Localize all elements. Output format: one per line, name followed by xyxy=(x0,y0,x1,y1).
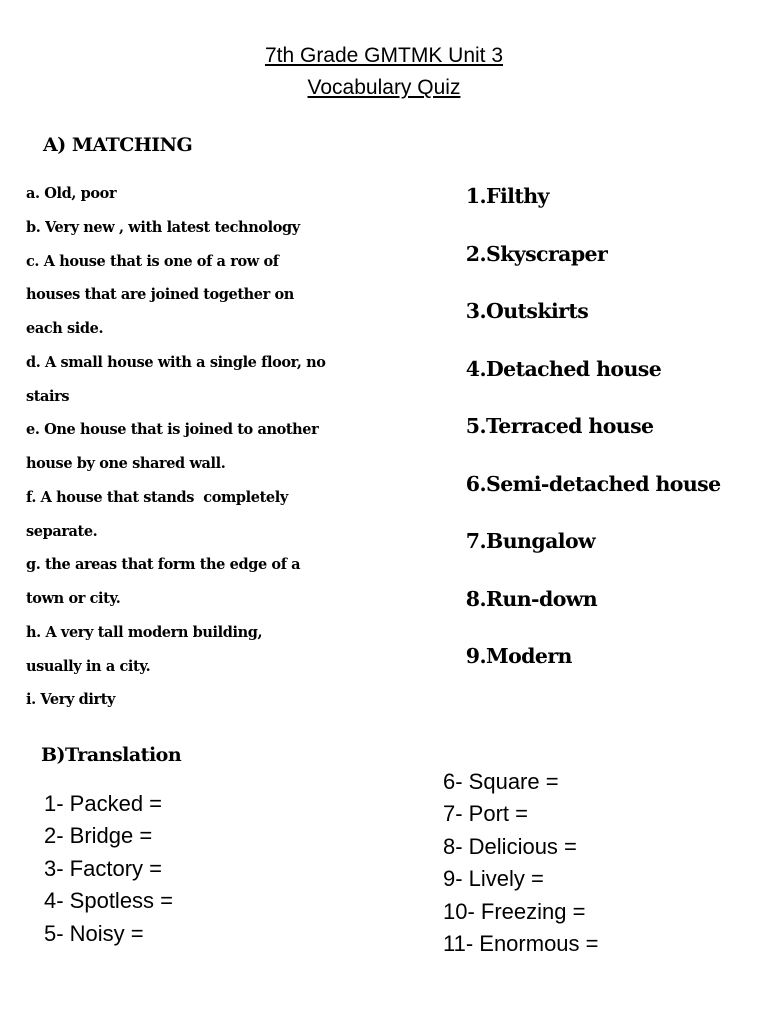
translation-item: 7- Port = xyxy=(443,801,528,827)
definitions-list xyxy=(26,177,386,717)
term-number: 1. xyxy=(465,184,486,208)
definition-line: a. Old, poor xyxy=(26,185,117,202)
term-number: 4. xyxy=(465,356,486,381)
translation-list-right xyxy=(443,766,599,960)
term-item xyxy=(460,176,721,234)
translation-heading: B)Translation xyxy=(41,744,182,766)
translation-list-left xyxy=(44,788,173,950)
term-word: Skyscraper xyxy=(486,241,608,266)
term-number: 8. xyxy=(465,586,486,611)
term-word: Bungalow xyxy=(486,529,596,553)
definition-line: separate. xyxy=(26,522,98,540)
definition-line: f. A house that stands completely xyxy=(26,488,288,506)
term-word: Detached house xyxy=(486,356,662,381)
term-item xyxy=(460,349,721,407)
definition-line: c. A house that is one of a row of xyxy=(26,252,279,270)
translation-item: 2- Bridge = xyxy=(44,823,153,849)
term-number: 3. xyxy=(465,299,486,323)
matching-heading: A) MATCHING xyxy=(43,134,193,156)
translation-item: 6- Square = xyxy=(443,769,559,794)
definition-line: usually in a city. xyxy=(26,657,151,675)
term-item xyxy=(460,464,721,522)
term-word: Run-down xyxy=(486,586,598,611)
term-word: Filthy xyxy=(486,184,549,208)
term-number: 6. xyxy=(465,471,486,496)
term-number: 5. xyxy=(465,414,486,438)
term-word: Outskirts xyxy=(486,299,589,323)
definition-line: e. One house that is joined to another xyxy=(26,421,319,439)
terms-list xyxy=(460,176,721,694)
translation-item: 4- Spotless = xyxy=(44,888,174,914)
quiz-title: 7th Grade GMTMK Unit 3 xyxy=(264,44,504,67)
term-number: 7. xyxy=(465,529,486,553)
translation-item: 1- Packed = xyxy=(44,791,163,816)
term-item xyxy=(460,579,721,637)
term-number: 2. xyxy=(465,241,486,266)
term-item xyxy=(460,521,721,579)
definition-line: g. the areas that form the edge of a xyxy=(26,556,301,574)
translation-item: 3- Factory = xyxy=(44,855,162,881)
definition-line: i. Very dirty xyxy=(26,691,116,709)
definition-line: houses that are joined together on xyxy=(26,286,294,304)
translation-item: 11- Enormous = xyxy=(443,931,599,957)
term-word: Semi-detached house xyxy=(486,471,721,496)
definition-line: stairs xyxy=(26,387,70,405)
definition-line: b. Very new , with latest technology xyxy=(26,218,300,236)
quiz-subtitle: Vocabulary Quiz xyxy=(307,76,461,99)
definition-line: d. A small house with a single floor, no xyxy=(26,353,326,371)
definition-line: house by one shared wall. xyxy=(26,455,226,472)
definition-line: town or city. xyxy=(26,590,121,607)
translation-item: 5- Noisy = xyxy=(44,920,144,946)
term-item xyxy=(460,291,721,349)
definition-line: h. A very tall modern building, xyxy=(26,623,263,641)
translation-item: 8- Delicious = xyxy=(443,833,577,859)
term-word: Modern xyxy=(486,644,572,668)
term-item xyxy=(460,406,721,464)
term-number: 9. xyxy=(465,644,486,668)
term-word: Terraced house xyxy=(486,414,654,438)
definition-line: each side. xyxy=(26,320,104,337)
translation-item: 10- Freezing = xyxy=(443,898,586,924)
term-item xyxy=(460,234,721,292)
term-item xyxy=(460,636,721,694)
translation-item: 9- Lively = xyxy=(443,866,544,892)
